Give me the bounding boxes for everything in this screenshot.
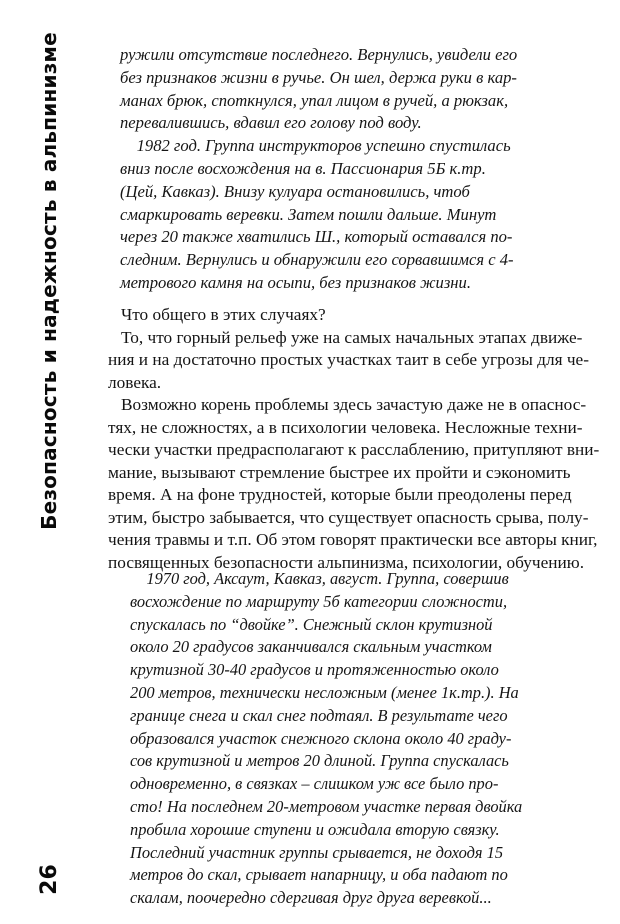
text-line: восхождение по маршруту 5б категории сложности, [130, 591, 508, 611]
text-line: манах брюк, споткнулся, упал лицом в ручей, а рюкзак, [120, 90, 509, 110]
text-line: 1970 год, Аксаут, Кавказ, август. Группа, совершив [130, 569, 509, 588]
text-line: этим, быстро забывается, что существует опасность срыва, полу- [108, 507, 589, 527]
text-line: чески участки предрасполагают к расслаблению, притупляют вни- [108, 440, 600, 459]
text-line: перевалившись, вдавил его голову под воду. [120, 113, 422, 133]
text-line: крутизной 30-40 градусов и протяженностью около [130, 660, 499, 680]
text-line: мание, вызывают стремление быстрее их пройти и сэкономить [108, 462, 571, 482]
text-line: границе снега и скал снег подтаял. В результате чего [130, 705, 508, 725]
text-line: Последний участник группы срывается, не доходя 15 [130, 842, 504, 862]
text-line: тях, не сложностях, а в психологии человека. Несложные техни- [108, 417, 583, 437]
text-line: смаркировать веревки. Затем пошли дальше. Минут [120, 204, 497, 224]
text-line: посвященных безопасности альпинизма, психологии, обучению. [108, 552, 585, 572]
text-line: То, что горный рельеф уже на самых начальных этапах движе- [108, 327, 583, 347]
italic-case-block-2 [130, 568, 578, 910]
text-line: через 20 также хватились Ш., который оставался по- [120, 227, 513, 247]
text-line: время. А на фоне трудностей, которые были преодолены перед [108, 485, 572, 504]
text-line: без признаков жизни в ручье. Он шел, держа руки в кар- [120, 67, 517, 87]
body-text-block [108, 304, 604, 574]
page-number [32, 856, 66, 902]
italic-case-block-1 [120, 44, 585, 295]
text-line: вниз после восхождения на в. Пассионария 5Б к.тр. [120, 158, 486, 178]
running-head-text: Безопасность и надежность в альпинизме [37, 32, 62, 530]
text-line: (Цей, Кавказ). Внизу кулуара остановились, чтоб [120, 181, 470, 201]
text-line: образовался участок снежного склона около 40 граду- [130, 728, 512, 748]
text-line: следним. Вернулись и обнаружили его сорвавшимся с 4- [120, 250, 514, 270]
running-head [32, 32, 66, 530]
text-line: 200 метров, технически несложным (менее 1к.тр.). На [130, 682, 519, 702]
text-line: метрового камня на осыпи, без признаков жизни. [120, 272, 471, 292]
text-line: сов крутизной и метров 20 длиной. Группа спускалась [130, 751, 509, 771]
page-number-text: 26 [36, 863, 62, 895]
text-line: метров до скал, срывает напарницу, и оба падают по [130, 865, 508, 885]
text-line: скалам, поочередно сдергивая друг друга веревкой... [130, 888, 492, 908]
text-line: сто! На последнем 20-метровом участке первая двойка [130, 796, 523, 816]
text-line: около 20 градусов заканчивался скальным участком [130, 637, 492, 657]
text-line: Возможно корень проблемы здесь зачастую даже не в опаснос- [108, 395, 587, 414]
text-line: одновременно, в связках – слишком уж все было про- [130, 774, 499, 794]
text-line: пробила хорошие ступени и ожидала вторую связку. [130, 819, 500, 839]
text-line: ния и на достаточно простых участках таит в себе угрозы для че- [108, 350, 589, 369]
text-line: чения травмы и т.п. Об этом говорят практически все авторы книг, [108, 530, 598, 549]
text-line: ружили отсутствие последнего. Вернулись, увидели его [120, 45, 518, 64]
text-line: 1982 год. Группа инструкторов успешно спустилась [120, 136, 511, 156]
text-line: спускалась по “двойке”. Снежный склон крутизной [130, 614, 493, 634]
text-line: ловека. [108, 372, 162, 392]
text-line: Что общего в этих случаях? [108, 305, 326, 324]
